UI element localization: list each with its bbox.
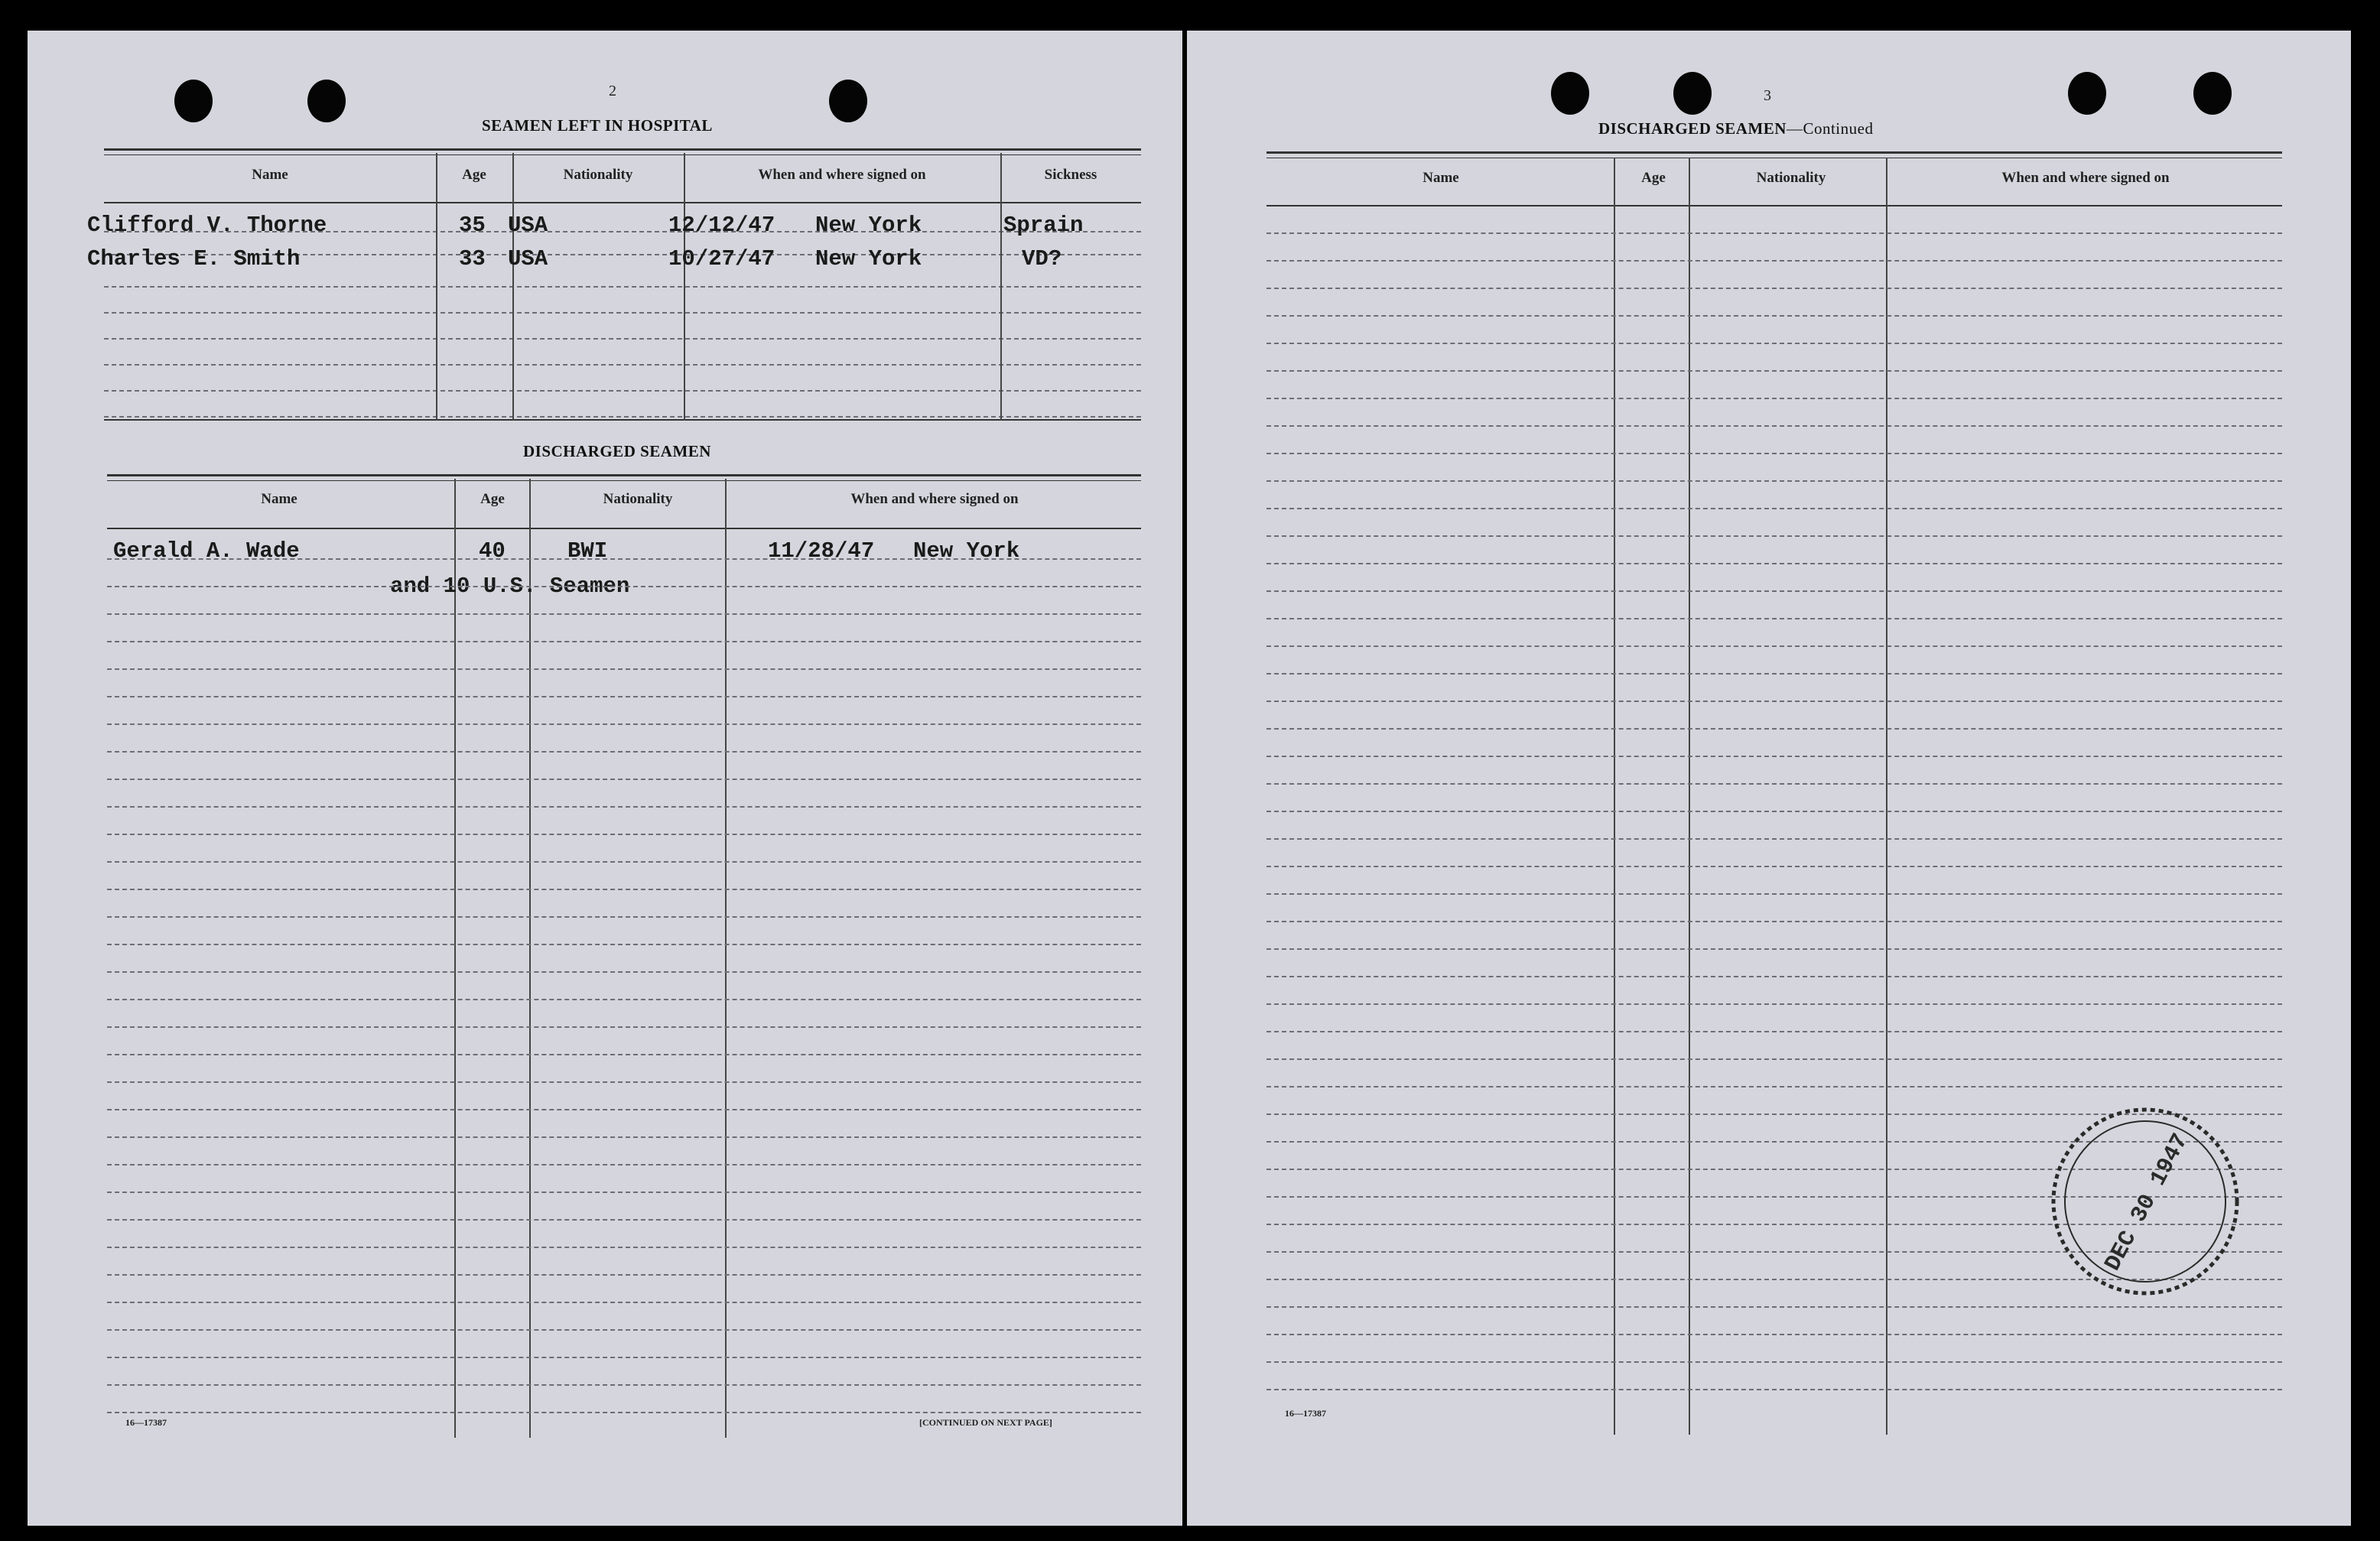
column-divider xyxy=(529,479,531,1438)
row-line xyxy=(1266,590,2282,592)
column-header-signed-on: When and where signed on xyxy=(850,491,1019,507)
row-line xyxy=(1266,893,2282,895)
row-line xyxy=(1266,370,2282,372)
row-line xyxy=(1266,976,2282,977)
title-suffix: —Continued xyxy=(1786,119,1874,138)
row-line xyxy=(1266,701,2282,702)
hospital-row-nationality: USA xyxy=(508,213,548,238)
row-line xyxy=(1266,288,2282,289)
discharged-row-place: New York xyxy=(913,538,1020,564)
postmark-stamp xyxy=(2027,1083,2264,1320)
row-line xyxy=(1266,756,2282,757)
header-rule xyxy=(104,154,1141,155)
column-divider xyxy=(1689,158,1690,1435)
row-line xyxy=(107,586,1141,587)
column-divider xyxy=(454,479,456,1438)
discharged-note: and 10 U.S. Seamen xyxy=(390,574,630,599)
row-line xyxy=(1266,563,2282,564)
discharged-section-title: DISCHARGED SEAMEN xyxy=(523,442,711,460)
row-line xyxy=(1266,1003,2282,1005)
row-line xyxy=(1266,921,2282,922)
row-line xyxy=(107,1026,1141,1028)
row-line xyxy=(1266,1334,2282,1335)
row-line xyxy=(107,806,1141,808)
row-line xyxy=(107,779,1141,780)
row-line xyxy=(107,1274,1141,1276)
column-divider xyxy=(1614,158,1615,1435)
hospital-row-nationality: USA xyxy=(508,246,548,271)
header-bottom-rule xyxy=(107,528,1141,529)
punch-hole xyxy=(307,80,346,122)
row-line xyxy=(107,1247,1141,1248)
header-rule xyxy=(1266,151,2282,154)
row-line xyxy=(107,751,1141,753)
column-divider xyxy=(1886,158,1887,1435)
row-line xyxy=(1266,535,2282,537)
punch-hole xyxy=(174,80,213,122)
row-line xyxy=(107,1054,1141,1055)
row-line xyxy=(107,1302,1141,1303)
header-bottom-rule xyxy=(104,202,1141,203)
row-line xyxy=(107,723,1141,725)
column-header-name: Name xyxy=(252,167,288,183)
row-line xyxy=(1266,425,2282,427)
punch-hole xyxy=(2068,72,2106,115)
row-line xyxy=(1266,398,2282,399)
header-rule xyxy=(104,148,1141,151)
row-line xyxy=(107,1357,1141,1358)
punch-hole xyxy=(1673,72,1712,115)
punch-hole xyxy=(2193,72,2232,115)
form-number: 16—17387 xyxy=(125,1417,167,1428)
row-line xyxy=(107,641,1141,642)
section-bottom-rule xyxy=(104,419,1141,421)
row-line xyxy=(107,613,1141,615)
row-line xyxy=(1266,1389,2282,1390)
row-line xyxy=(1266,866,2282,867)
hospital-row-sickness: VD? xyxy=(1022,246,1062,271)
header-bottom-rule xyxy=(1266,205,2282,206)
header-rule xyxy=(107,474,1141,476)
row-line xyxy=(107,1219,1141,1221)
punch-hole xyxy=(829,80,867,122)
row-line xyxy=(104,416,1141,418)
header-rule xyxy=(107,480,1141,481)
row-line xyxy=(107,1192,1141,1193)
row-line xyxy=(107,861,1141,863)
column-header-nationality: Nationality xyxy=(1756,170,1826,186)
continued-note: [CONTINUED ON NEXT PAGE] xyxy=(919,1417,1052,1428)
column-divider xyxy=(436,153,437,421)
hospital-row-age: 35 xyxy=(459,213,486,238)
row-line xyxy=(107,1412,1141,1413)
column-header-nationality: Nationality xyxy=(563,167,633,183)
hospital-section-title: SEAMEN LEFT IN HOSPITAL xyxy=(482,116,713,135)
row-line xyxy=(107,1164,1141,1166)
page-number: 3 xyxy=(1764,87,1771,104)
row-line xyxy=(107,916,1141,918)
hospital-row-place: New York xyxy=(815,246,922,271)
row-line xyxy=(1266,838,2282,840)
column-divider xyxy=(1000,153,1002,421)
row-line xyxy=(104,338,1141,340)
row-line xyxy=(107,696,1141,697)
row-line xyxy=(1266,343,2282,344)
row-line xyxy=(104,312,1141,314)
hospital-row-age: 33 xyxy=(459,246,486,271)
row-line xyxy=(107,1329,1141,1331)
form-number: 16—17387 xyxy=(1285,1408,1326,1419)
row-line xyxy=(104,286,1141,288)
row-line xyxy=(107,1384,1141,1386)
column-header-age: Age xyxy=(462,167,486,183)
discharged-row-date: 11/28/47 xyxy=(768,538,875,564)
row-line xyxy=(1266,315,2282,317)
column-header-nationality: Nationality xyxy=(603,491,673,507)
hospital-row-name: Clifford V. Thorne xyxy=(87,213,327,238)
row-line xyxy=(1266,728,2282,730)
hospital-row-date: 12/12/47 xyxy=(668,213,775,238)
column-header-signed-on: When and where signed on xyxy=(2001,170,2170,186)
column-divider xyxy=(725,479,727,1438)
row-line xyxy=(107,971,1141,973)
left-page xyxy=(28,31,1182,1526)
discharged-row-nationality: BWI xyxy=(567,538,608,564)
row-line xyxy=(1266,508,2282,509)
row-line xyxy=(1266,811,2282,812)
hospital-row-place: New York xyxy=(815,213,922,238)
row-line xyxy=(1266,260,2282,262)
row-line xyxy=(104,390,1141,392)
row-line xyxy=(1266,480,2282,482)
row-line xyxy=(1266,673,2282,675)
column-header-signed-on: When and where signed on xyxy=(758,167,926,183)
row-line xyxy=(1266,1361,2282,1363)
row-line xyxy=(107,1136,1141,1138)
row-line xyxy=(1266,232,2282,234)
column-header-age: Age xyxy=(1641,170,1666,186)
row-line xyxy=(1266,453,2282,454)
hospital-row-name: Charles E. Smith xyxy=(87,246,301,271)
stamp-date: DEC 30 1947 xyxy=(2100,1129,2195,1276)
row-line xyxy=(1266,1031,2282,1032)
column-header-sickness: Sickness xyxy=(1044,167,1097,183)
row-line xyxy=(1266,948,2282,950)
row-line xyxy=(107,558,1141,560)
row-line xyxy=(107,1081,1141,1083)
column-header-age: Age xyxy=(480,491,505,507)
hospital-row-sickness: Sprain xyxy=(1003,213,1084,238)
row-line xyxy=(107,834,1141,835)
punch-hole xyxy=(1551,72,1589,115)
row-line xyxy=(107,999,1141,1000)
page-number: 2 xyxy=(609,83,616,99)
hospital-row-date: 10/27/47 xyxy=(668,246,775,271)
row-line xyxy=(107,668,1141,670)
discharged-row-name: Gerald A. Wade xyxy=(113,538,300,564)
row-line xyxy=(104,364,1141,366)
discharged-row-age: 40 xyxy=(479,538,506,564)
row-line xyxy=(107,1109,1141,1110)
row-line xyxy=(1266,783,2282,785)
column-divider xyxy=(512,153,514,421)
row-line xyxy=(107,944,1141,945)
column-header-name: Name xyxy=(1422,170,1459,186)
column-divider xyxy=(684,153,685,421)
row-line xyxy=(1266,618,2282,619)
discharged-continued-title xyxy=(1598,119,1873,138)
row-line xyxy=(1266,1058,2282,1060)
row-line xyxy=(107,889,1141,890)
title-main: DISCHARGED SEAMEN xyxy=(1598,119,1787,138)
column-header-name: Name xyxy=(261,491,298,507)
row-line xyxy=(1266,645,2282,647)
